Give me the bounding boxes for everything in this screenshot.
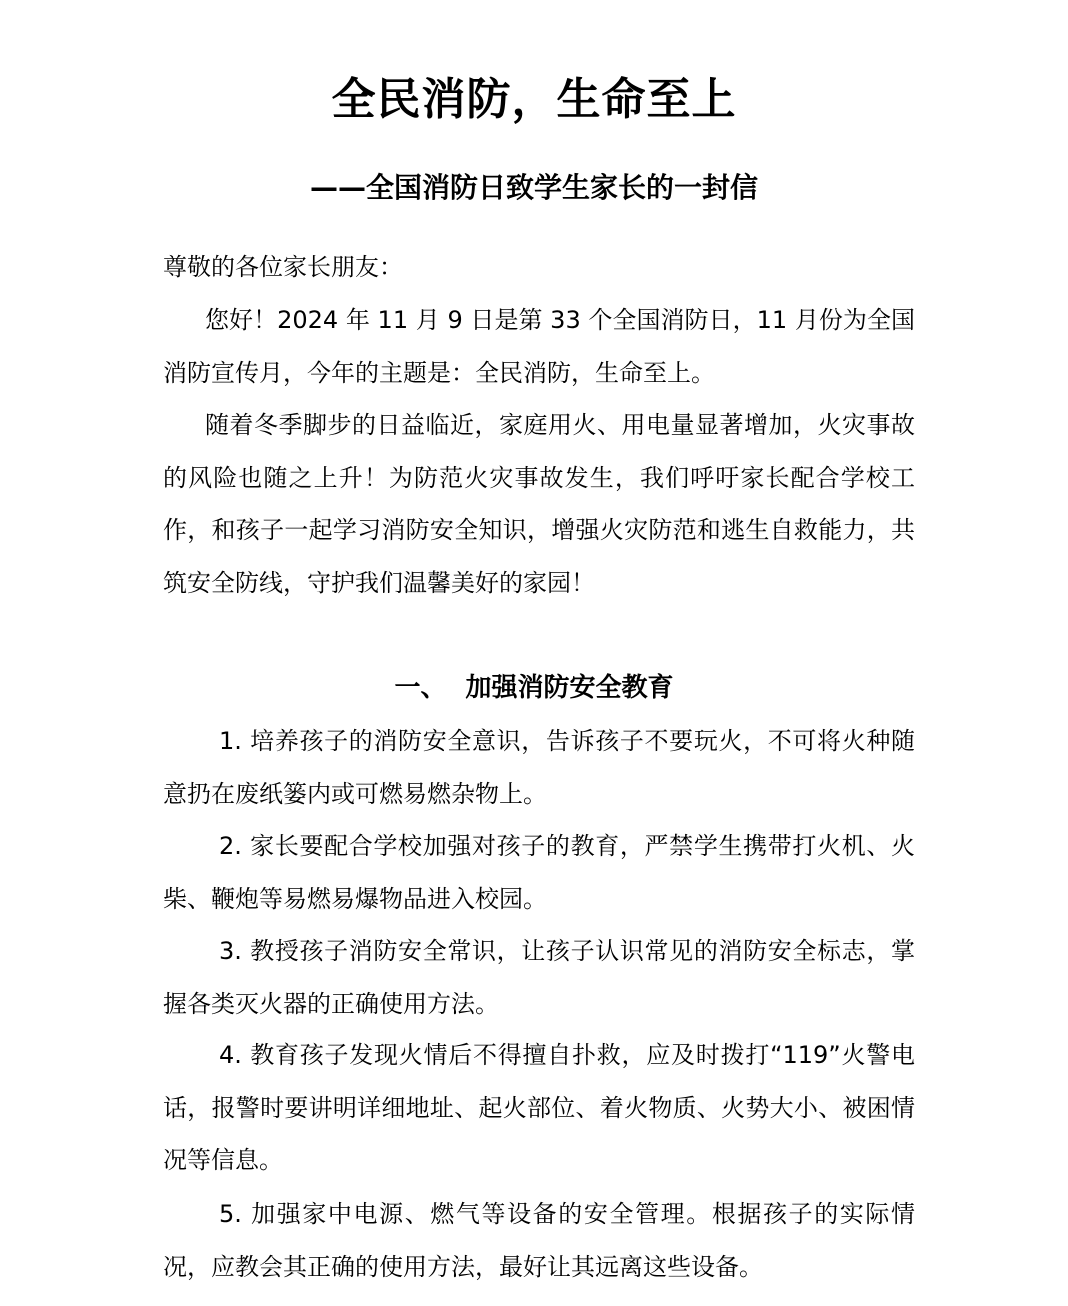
list-item: 1. 培养孩子的消防安全意识，告诉孩子不要玩火，不可将火种随意扔在废纸篓内或可燃易燃杂物上。 <box>163 727 915 808</box>
intro-paragraph: 您好！2024 年 11 月 9 日是第 33 个全国消防日，11 月份为全国消防宣传月，今年的主题是：全民消防，生命至上。 <box>163 306 915 387</box>
list-item: 4. 教育孩子发现火情后不得擅自扑救，应及时拨打“119”火警电话，报警时要讲明详细地址、起火部位、着火物质、火势大小、被困情况等信息。 <box>163 1041 915 1174</box>
intro-paragraph: 随着冬季脚步的日益临近，家庭用火、用电量显著增加，火灾事故的风险也随之上升！为防范火灾事故发生，我们呼吁家长配合学校工作，和孩子一起学习消防安全知识，增强火灾防范和逃生自救能力，共筑安全防线，守护我们温馨美好的家园！ <box>163 411 915 597</box>
page-title: 全民消防，生命至上 <box>331 74 737 125</box>
list-item: 2. 家长要配合学校加强对孩子的教育，严禁学生携带打火机、火柴、鞭炮等易燃易爆物品进入校园。 <box>163 832 915 913</box>
salutation: 尊敬的各位家长朋友： <box>163 253 403 281</box>
list-item: 5. 加强家中电源、燃气等设备的安全管理。根据孩子的实际情况，应教会其正确的使用方法，最好让其远离这些设备。 <box>163 1200 915 1281</box>
list-item: 3. 教授孩子消防安全常识，让孩子认识常见的消防安全标志，掌握各类灭火器的正确使用方法。 <box>163 937 915 1018</box>
page-subtitle: ——全国消防日致学生家长的一封信 <box>309 171 758 204</box>
section-heading: 一、 加强消防安全教育 <box>394 673 674 703</box>
